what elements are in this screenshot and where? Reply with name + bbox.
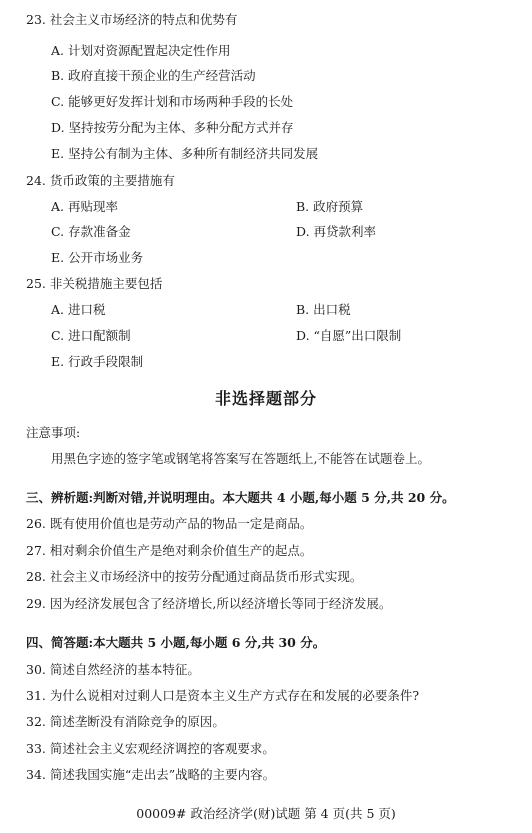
q25-option-e: E. 行政手段限制 <box>51 354 144 369</box>
question-30: 30. 简述自然经济的基本特征。 <box>26 662 200 677</box>
question-23-stem: 23. 社会主义市场经济的特点和优势有 <box>26 12 238 27</box>
q24-option-c: C. 存款准备金 <box>51 224 131 239</box>
question-24-stem: 24. 货币政策的主要措施有 <box>26 173 175 188</box>
question-32: 32. 简述垄断没有消除竞争的原因。 <box>26 714 225 729</box>
q25-option-b: B. 出口税 <box>296 302 351 317</box>
q24-option-a: A. 再贴现率 <box>51 199 118 214</box>
q23-option-a: A. 计划对资源配置起决定性作用 <box>51 43 231 58</box>
q23-option-c: C. 能够更好发挥计划和市场两种手段的长处 <box>51 94 294 109</box>
notice-heading: 注意事项: <box>26 425 81 440</box>
q25-option-d: D. “自愿”出口限制 <box>296 328 402 343</box>
q23-option-d: D. 坚持按劳分配为主体、多种分配方式并存 <box>51 120 294 135</box>
page-footer: 00009# 政治经济学(财)试题 第 4 页(共 5 页) <box>136 806 396 821</box>
q24-option-e: E. 公开市场业务 <box>51 250 144 265</box>
part3-heading: 三、辨析题:判断对错,并说明理由。本大题共 4 小题,每小题 5 分,共 20 分。 <box>26 490 455 505</box>
question-28: 28. 社会主义市场经济中的按劳分配通过商品货币形式实现。 <box>26 569 363 584</box>
question-29: 29. 因为经济发展包含了经济增长,所以经济增长等同于经济发展。 <box>26 596 392 611</box>
q23-option-b: B. 政府直接干预企业的生产经营活动 <box>51 68 256 83</box>
q23-option-e: E. 坚持公有制为主体、多种所有制经济共同发展 <box>51 146 319 161</box>
question-33: 33. 简述社会主义宏观经济调控的客观要求。 <box>26 741 275 756</box>
q24-option-b: B. 政府预算 <box>296 199 364 214</box>
question-34: 34. 简述我国实施“走出去”战略的主要内容。 <box>26 767 276 782</box>
notice-text: 用黑色字迹的签字笔或钢笔将答案写在答题纸上,不能答在试题卷上。 <box>51 451 430 466</box>
q25-option-a: A. 进口税 <box>51 302 106 317</box>
part4-heading: 四、简答题:本大题共 5 小题,每小题 6 分,共 30 分。 <box>26 635 326 650</box>
question-26: 26. 既有使用价值也是劳动产品的物品一定是商品。 <box>26 516 313 531</box>
question-31: 31. 为什么说相对过剩人口是资本主义生产方式存在和发展的必要条件? <box>26 688 420 703</box>
q24-option-d: D. 再贷款利率 <box>296 224 377 239</box>
q25-option-c: C. 进口配额制 <box>51 328 131 343</box>
question-25-stem: 25. 非关税措施主要包括 <box>26 276 163 291</box>
question-27: 27. 相对剩余价值生产是绝对剩余价值生产的起点。 <box>26 543 313 558</box>
section-title: 非选择题部分 <box>214 389 317 408</box>
